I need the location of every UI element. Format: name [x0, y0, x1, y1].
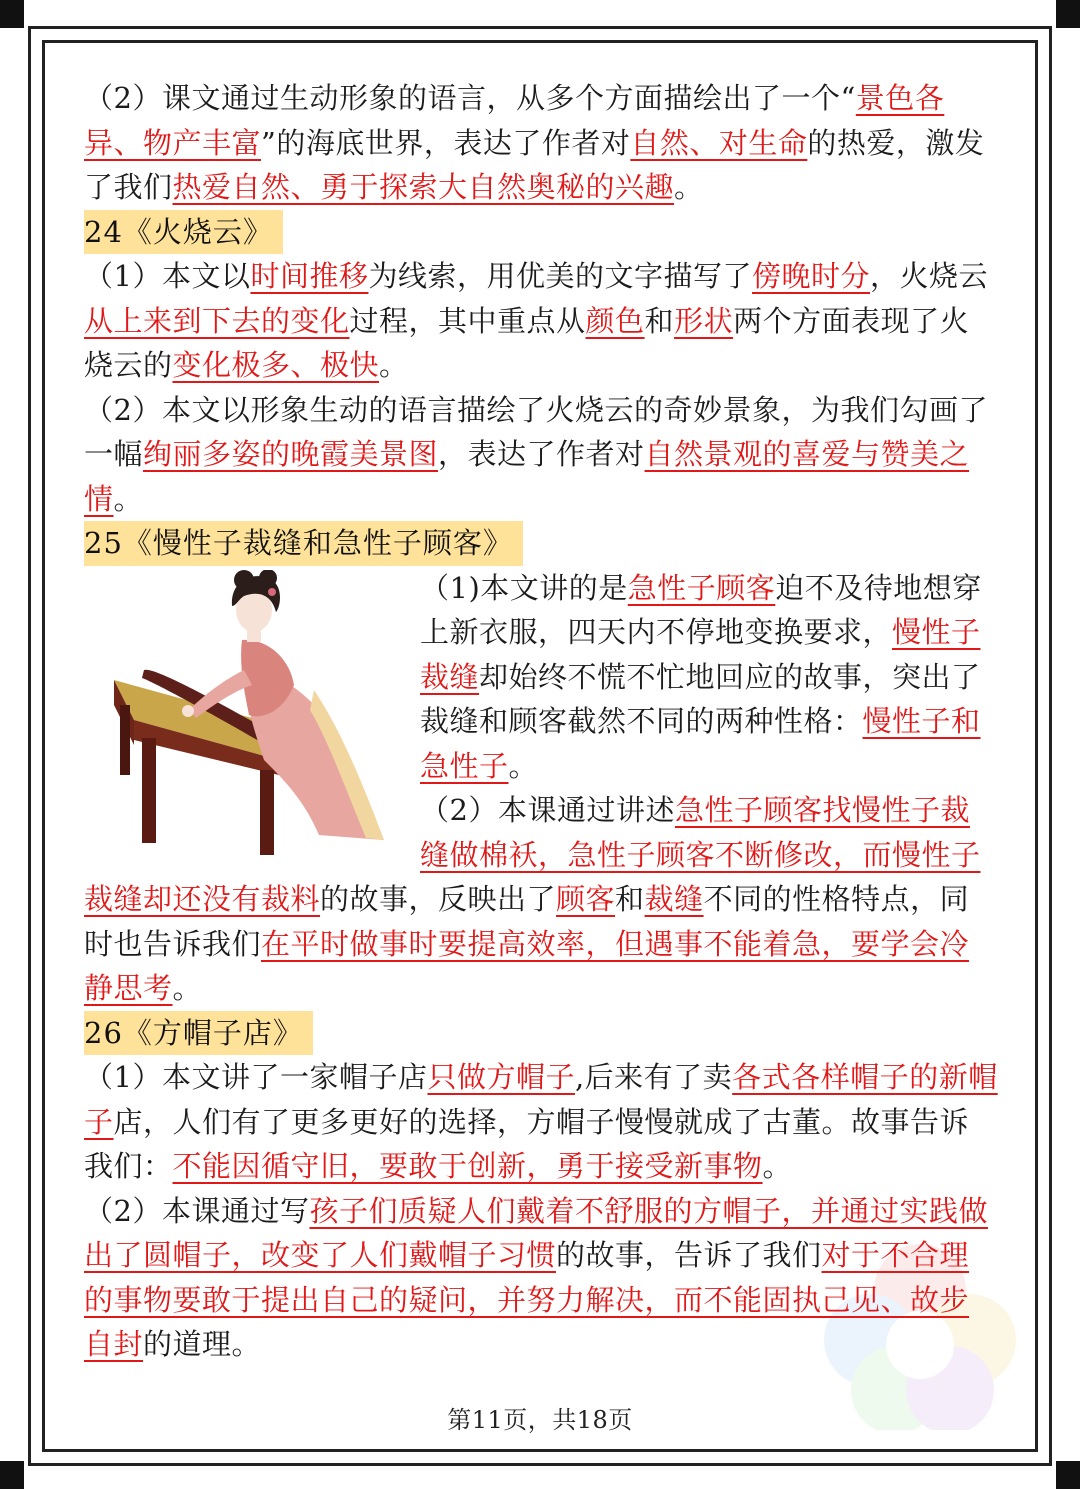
text-run: 店，人们有了更多更好的选择，方帽子慢慢就成了古董。故事告诉我们： [84, 1104, 970, 1183]
text-run: ，表达了作者对 [438, 437, 645, 471]
text-run: （2）本文以形象生动的语言描绘了火烧云的奇妙景象，为我们勾画了一幅 [84, 392, 988, 471]
key-phrase: 孩子们质疑人们戴着不舒服的方帽子，并通过实践做出了圆帽子，改变了人们戴帽子习惯 [84, 1193, 988, 1272]
key-phrase: 各式各样帽子的新帽子 [84, 1060, 998, 1139]
text-run: 。 [113, 481, 144, 516]
key-phrase: 不能因循守旧，要敢于创新，勇于接受新事物 [172, 1149, 763, 1183]
key-phrase: 颜色 [585, 303, 645, 338]
text-run: 。 [379, 348, 409, 382]
s26-paragraph-1 [84, 1055, 998, 1189]
corner-mark-top-right [1056, 0, 1080, 28]
corner-mark-bottom-right [1056, 1461, 1080, 1489]
key-phrase: 时间推移 [250, 259, 369, 293]
key-phrase: 从上来到下去的变化 [84, 303, 350, 338]
key-phrase: 自然景观的喜爱与赞美之情 [84, 437, 970, 516]
text-run: 的故事，告诉了我们 [556, 1238, 822, 1272]
text-run: 。 [508, 748, 539, 783]
text-run: 的故事，反映出了 [320, 882, 557, 916]
key-phrase: 裁缝 [644, 882, 704, 916]
text-run: （2）课文通过生动形象的语言，从多个方面描绘出了一个“ [84, 81, 856, 115]
guqin-player-icon [84, 570, 416, 860]
text-run: ,后来有了卖 [574, 1060, 733, 1094]
key-phrase: 绚丽多姿的晚霞美景图 [143, 437, 439, 471]
text-run: （2）本课通过讲述 [420, 793, 675, 827]
guqin-player-illustration [84, 570, 416, 860]
corner-mark-bottom-left [0, 1461, 24, 1489]
key-phrase: 慢性子和急性子 [420, 704, 981, 783]
text-run: 的热爱，激发了我们 [84, 125, 985, 204]
key-phrase: 急性子顾客 [627, 570, 776, 605]
key-phrase: 热爱自然、勇于探索大自然奥秘的兴趣 [172, 170, 675, 204]
key-phrase: 只做方帽子 [427, 1060, 575, 1094]
key-phrase: 慢性子裁缝 [420, 615, 981, 694]
section-heading-26: 26《方帽子店》 [84, 1011, 313, 1056]
section-heading-25: 25《慢性子裁缝和急性子顾客》 [84, 521, 523, 566]
page-number-footer: 第11页，共18页 [447, 1406, 633, 1434]
key-phrase: 急性子顾客找慢性子裁缝做棉袄，急性子顾客不断修改，而慢性子裁缝却还没有裁料 [84, 793, 981, 916]
text-run: 迫不及待地想穿上新衣服，四天内不停地变换要求， [420, 570, 982, 649]
text-run: 两个方面表现了火烧云的 [84, 303, 970, 382]
key-phrase: 自然、对生命 [630, 125, 808, 160]
text-run: （1）本文以 [84, 259, 251, 293]
key-phrase: 对于不合理的事物要敢于提出自己的疑问，并努力解决，而不能固执己见、故步自封 [84, 1238, 970, 1361]
text-run: （2）本课通过写 [84, 1193, 310, 1228]
page-content [84, 76, 998, 1367]
key-phrase: 傍晚时分 [751, 259, 870, 293]
text-run: 为线索，用优美的文字描写了 [368, 259, 752, 293]
text-run: 和 [615, 882, 645, 916]
key-phrase: 在平时做事时要提高效率，但遇事不能着急，要学会冷静思考 [84, 926, 970, 1005]
s23-paragraph-2 [84, 76, 998, 210]
text-run: 。 [762, 1149, 793, 1183]
key-phrase: 形状 [674, 303, 734, 338]
text-run: 不同的性格特点，同时也告诉我们 [84, 882, 970, 961]
s24-paragraph-1 [84, 254, 998, 388]
section-heading-24: 24《火烧云》 [84, 210, 283, 255]
text-run: ，火烧云 [870, 259, 989, 293]
text-run: 的道理。 [143, 1327, 262, 1361]
text-run: 却始终不慌不忙地回应的故事，突出了裁缝和顾客截然不同的两种性格： [420, 659, 981, 738]
text-run: 和 [644, 303, 675, 338]
text-run: 过程，其中重点从 [349, 303, 586, 338]
corner-mark-top-left [0, 0, 24, 28]
key-phrase: 顾客 [556, 882, 616, 916]
key-phrase: 景色各异、物产丰富 [84, 81, 945, 160]
text-run: （1)本文讲的是 [420, 570, 628, 605]
text-run: （1）本文讲了一家帽子店 [84, 1060, 428, 1094]
text-run: 。 [172, 971, 203, 1005]
text-run: ”的海底世界，表达了作者对 [261, 125, 631, 160]
key-phrase: 变化极多、极快 [172, 348, 380, 382]
s26-paragraph-2 [84, 1189, 998, 1367]
text-run: 。 [674, 170, 704, 204]
s24-paragraph-2 [84, 388, 998, 522]
